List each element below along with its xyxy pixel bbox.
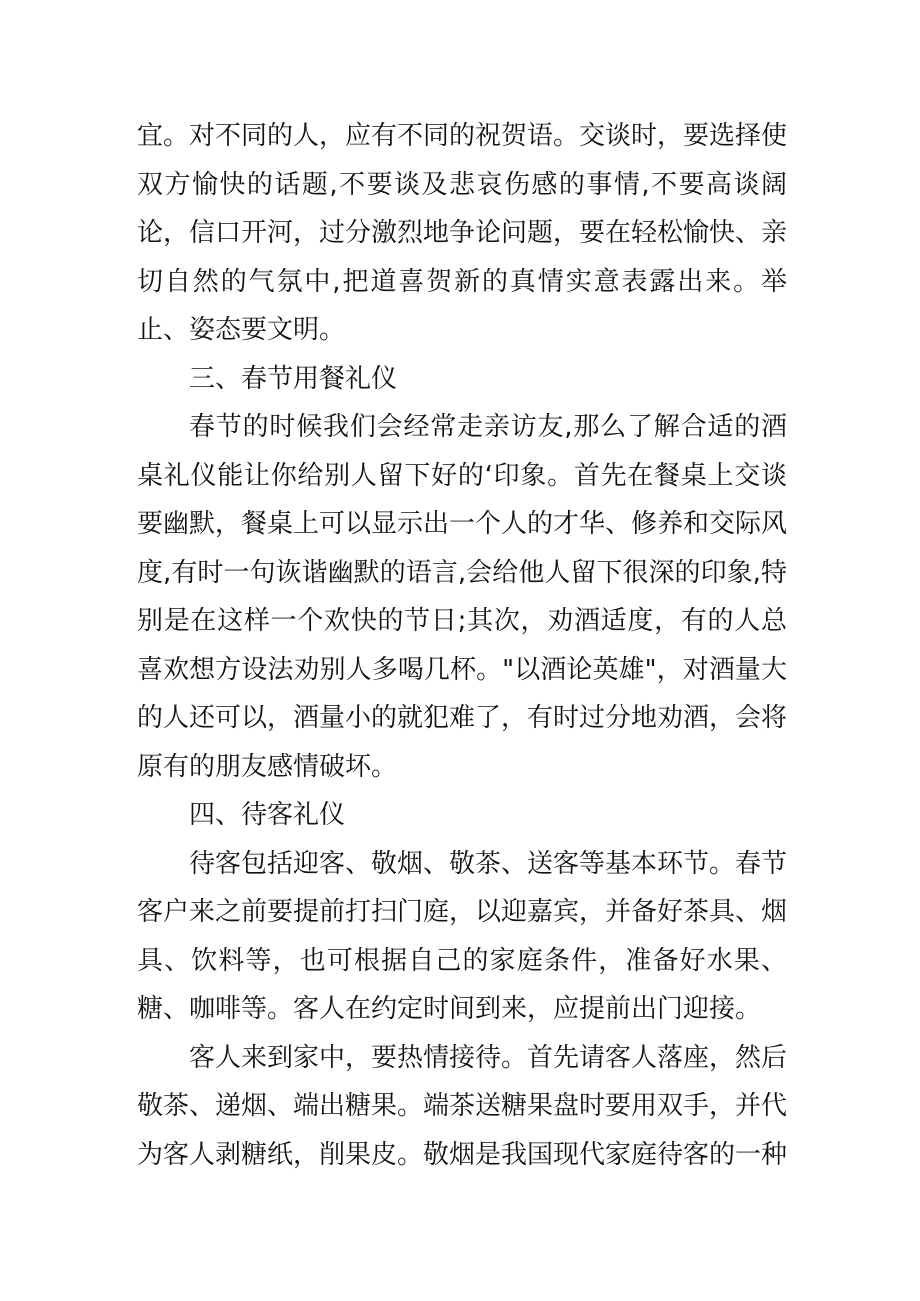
section-heading-hosting-etiquette: 四、待客礼仪 [189,800,346,830]
paragraph-hosting-preparation: 待客包括迎客、敬烟、敬茶、送客等基本环节。春节客户来之前要提前打扫门庭，以迎嘉宾，并备好茶具、烟具、饮料等，也可根据自己的家庭条件，准备好水果、糖、咖啡等。客人在约定时间到来，应提前出门迎接。 [137,848,788,1024]
paragraph-continuation: 宜。对不同的人，应有不同的祝贺语。交谈时，要选择使双方愉快的话题,不要谈及悲哀伤感的事情,不要高谈阔论，信口开河，过分激烈地争论问题，要在轻松愉快、亲切自然的气氛中,把道喜贺新的真情实意表露出来。举止、姿态要文明。 [137,121,788,345]
paragraph-hosting-reception: 客人来到家中，要热情接待。首先请客人落座，然后敬茶、递烟、端出糖果。端茶送糖果盘时要用双手，并代为客人剥糖纸，削果皮。敬烟是我国现代家庭待客的一种 [137,1042,788,1170]
document-body [137,112,787,1179]
section-heading-dining-etiquette: 三、春节用餐礼仪 [189,363,398,394]
paragraph-dining-etiquette: 春节的时候我们会经常走亲访友,那么了解合适的酒桌礼仪能让你给别人留下好的‘印象。首先在餐桌上交谈要幽默，餐桌上可以显示出一个人的才华、修养和交际风度,有时一句诙谐幽默的语言,会给他人留下很深的印象,特别是在这样一个欢快的节日;其次，劝酒适度，有的人总喜欢想方设法劝别人多喝几杯。"以酒论英雄"，对酒量大的人还可以，酒量小的就犯难了，有时过分地劝酒，会将原有的朋友感情破坏。 [137,412,788,782]
